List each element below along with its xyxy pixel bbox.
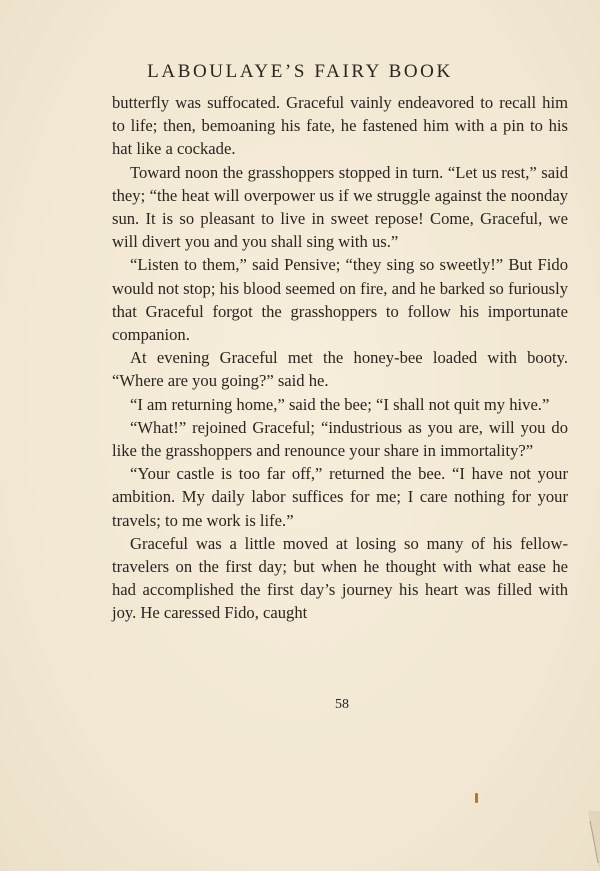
running-head: LABOULAYE’S FAIRY BOOK xyxy=(147,61,453,82)
paragraph-1: butterfly was suffocated. Graceful vainly endeavored to recall him to life; then, bemoaning his fate, he fastened him with a pin to his hat like a cockade. xyxy=(112,93,568,159)
paragraph-7: “Your castle is too far off,” returned the bee. “I have not your ambition. My daily labor suffices for me; I care nothing for your travels; to me work is life.” xyxy=(112,464,568,530)
body-text xyxy=(112,91,568,625)
page-number: 58 xyxy=(335,697,349,712)
paragraph-5: “I am returning home,” said the bee; “I shall not quit my hive.” xyxy=(130,394,550,414)
paragraph-8: Graceful was a little moved at losing so many of his fellow-travelers on the first day; but when he thought with what ease he had accomplished the first day’s journey his heart was filled with joy. He caressed Fido, caught xyxy=(112,533,568,623)
paragraph-6: “What!” rejoined Graceful; “industrious as you are, will you do like the grasshoppers and renounce your share in immortality?” xyxy=(112,417,568,461)
paragraph-4: At evening Graceful met the honey-bee loaded with booty. “Where are you going?” said he. xyxy=(112,348,568,391)
page-corner-mark xyxy=(584,811,600,871)
paragraph-2: Toward noon the grasshoppers stopped in turn. “Let us rest,” said they; “the heat will overpower us if we struggle against the noonday sun. It is so pleasant to live in sweet repose! Come, Graceful, we will divert you and you shall sing with us.” xyxy=(112,162,568,252)
paragraph-3: “Listen to them,” said Pensive; “they sing so sweetly!” But Fido would not stop; his blood seemed on fire, and he barked so furiously that Graceful forgot the grasshoppers to follow his importunate companion. xyxy=(112,255,568,345)
paper-speck xyxy=(475,793,478,803)
